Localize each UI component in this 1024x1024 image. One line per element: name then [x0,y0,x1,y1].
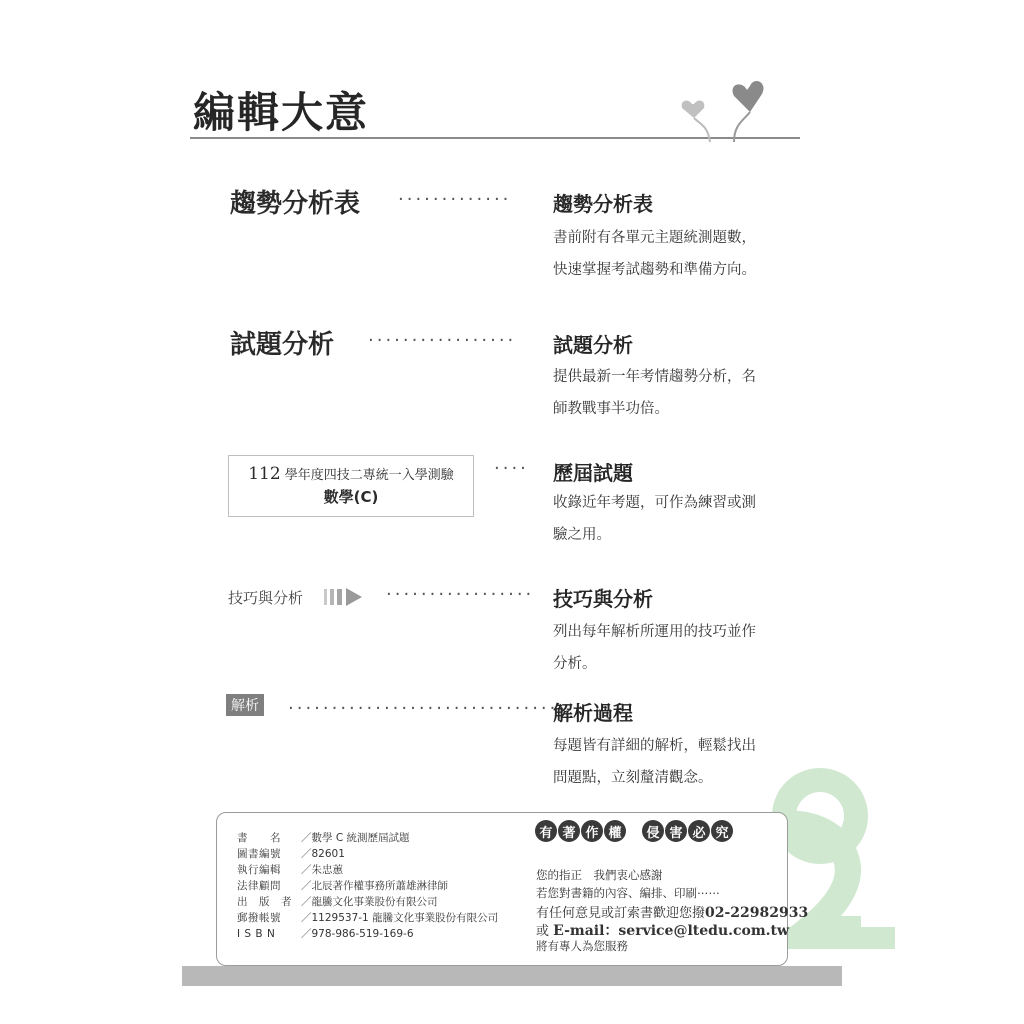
large-heart-icon [733,81,764,112]
contact-line: 將有專人為您服務 [536,939,628,953]
info-row: 法律顧問 ／北辰著作權事務所蕭雄淋律師 [237,880,448,892]
desc-line: 問題點，立刻釐清觀念。 [553,770,713,786]
info-row: 出 版 者 ／龍騰文化事業股份有限公司 [237,896,438,908]
leader-dots: ················· [368,330,517,351]
info-row: 郵撥帳號 ／1129537-1 龍騰文化事業股份有限公司 [237,912,499,924]
leader-dots: ················· [386,584,535,605]
section-analysis-left-label: 試題分析 [230,330,335,360]
section-trend-left-label: 趨勢分析表 [230,189,361,219]
copyright-notice [535,820,733,846]
phone-number: 02-22982933 [705,905,809,921]
section-trend-heading: 趨勢分析表 [553,192,653,216]
analysis-tag-label: 解析 [226,694,264,716]
scan-bottom-bar [182,966,842,986]
copyright-char: 著 [558,820,580,842]
copyright-char: 害 [665,820,687,842]
section-skill-description [553,616,788,680]
section-trend-description [553,222,788,286]
contact-line: 您的指正 我們衷心感謝 [536,868,663,882]
copyright-char: 權 [604,820,626,842]
desc-line: 分析。 [553,656,597,672]
copyright-char: 必 [688,820,710,842]
section-analysis-heading: 試題分析 [553,333,633,357]
hearts-decoration-icon [672,62,782,142]
contact-phone-line: 有任何意見或訂索書歡迎您撥02-22982933 [536,905,809,921]
desc-line: 師教戰事半功倍。 [553,401,669,417]
contact-line: 若您對書籍的內容、編排、印刷⋯⋯ [536,886,720,900]
desc-line: 收錄近年考題，可作為練習或測 [553,495,756,511]
contact-email-line: 或 E-mail：service@ltedu.com.tw [536,923,790,939]
desc-line: 書前附有各單元主題統測題數， [553,230,756,246]
section-pastexam-heading: 歷屆試題 [553,461,633,485]
skill-tag-label: 技巧與分析 [228,589,304,607]
desc-line: 提供最新一年考情趨勢分析，名 [553,369,756,385]
leader-dots: ············· [398,189,512,210]
leader-dots: ···· [494,458,529,479]
desc-line: 快速掌握考試趨勢和準備方向。 [553,262,756,278]
section-analysis-description [553,361,788,425]
info-row: 圖書編號 ／82601 [237,848,345,860]
page-title: 編輯大意 [193,88,370,137]
exam-name: 學年度四技二專統一入學測驗 [284,468,454,483]
exam-subject: 數學(C) [323,488,379,506]
section-solution-heading: 解析過程 [553,701,633,725]
copyright-char: 有 [535,820,557,842]
email-address: E-mail：service@ltedu.com.tw [553,923,790,939]
section-skill-heading: 技巧與分析 [553,587,653,611]
exam-year: 112 [248,464,281,484]
copyright-char: 究 [711,820,733,842]
small-heart-icon [682,101,705,118]
play-arrow-icon [322,584,368,610]
info-row: 書 名 ／數學 C 統測歷屆試題 [237,832,410,844]
info-row: I S B N ／978-986-519-169-6 [237,928,414,940]
desc-line: 每題皆有詳細的解析，輕鬆找出 [553,738,756,754]
leader-dots: ································ [288,698,568,719]
info-row: 執行編輯 ／朱忠蕙 [237,864,343,876]
copyright-char: 侵 [642,820,664,842]
exam-title-box [228,455,474,517]
copyright-char: 作 [581,820,603,842]
desc-line: 列出每年解析所運用的技巧並作 [553,624,756,640]
desc-line: 驗之用。 [553,527,611,543]
section-pastexam-description [553,487,788,551]
